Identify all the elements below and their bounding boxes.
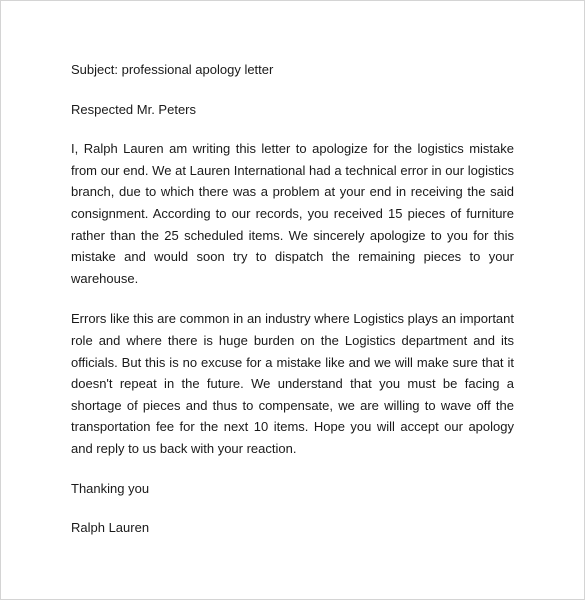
letter-salutation: Respected Mr. Peters: [71, 101, 196, 117]
letter-body: [71, 59, 514, 539]
letter-subject: Subject: professional apology letter: [71, 62, 274, 77]
letter-paragraph: Errors like this are common in an industry where Logistics plays an important role and where there is huge burden on the Logistics department and its officials. But this is no excuse for a mistake like and we will make sure that it doesn't repeat in the future. We understand that you must be facing a shortage of pieces and thus to compensate, we are willing to wave off the transportation fee for the next 10 items. Hope you will accept our apology and reply to us back with your reaction.: [71, 311, 514, 456]
letter-paragraph: I, Ralph Lauren am writing this letter to apologize for the logistics mistake from our end. We at Lauren International had a technical error in our logistics branch, due to which there was a problem at your end in receiving the said consignment. According to our records, you received 15 pieces of furniture rather than the 25 scheduled items. We sincerely apologize to you for this mistake and would soon try to dispatch the remaining pieces to your warehouse.: [71, 141, 514, 286]
letter-signature: Ralph Lauren: [71, 520, 150, 536]
letter-closing: Thanking you: [71, 480, 150, 496]
